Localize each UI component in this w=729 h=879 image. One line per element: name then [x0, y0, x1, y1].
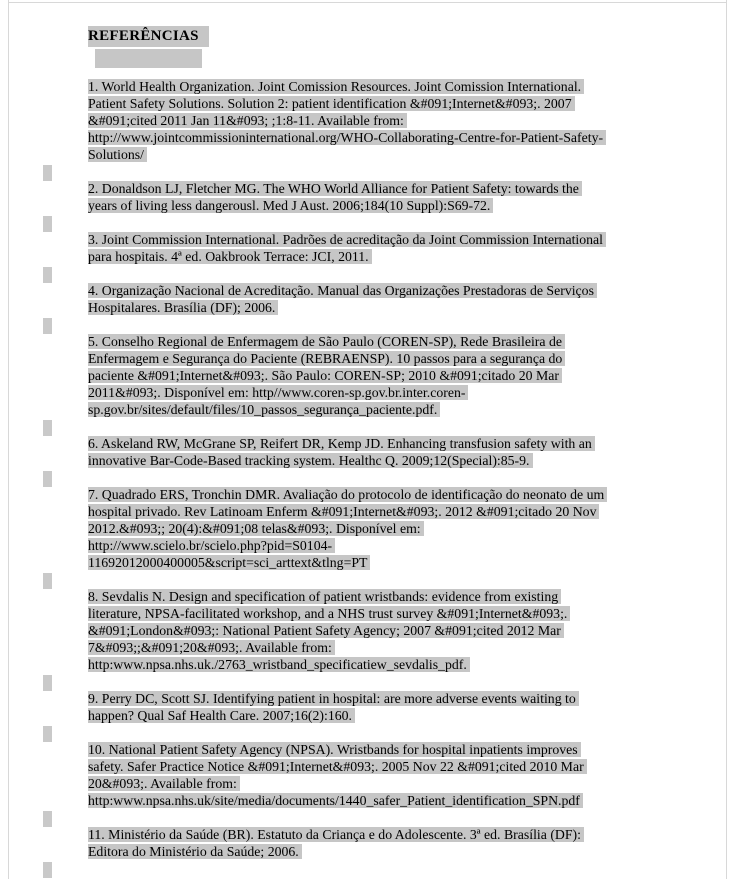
reference-line	[88, 435, 648, 452]
reference-item	[88, 826, 648, 860]
reference-line-text: 8. Sevdalis N. Design and specification of patient wristbands: evidence from existing	[88, 589, 561, 604]
revision-mark	[43, 267, 52, 283]
reference-line	[88, 758, 648, 775]
reference-line-text: 9. Perry DC, Scott SJ. Identifying patient in hospital: are more adverse events waiting to	[88, 691, 579, 706]
revision-mark	[43, 471, 52, 487]
reference-line	[88, 452, 648, 469]
reference-item	[88, 435, 648, 469]
reference-line-text: 1. World Health Organization. Joint Comission Resources. Joint Comission International.	[88, 79, 584, 94]
reference-line-text: safety. Safer Practice Notice &#091;Internet&#093;. 2005 Nov 22 &#091;cited 2010 Mar	[88, 759, 587, 774]
reference-line-text: happen? Qual Saf Health Care. 2007;16(2):160.	[88, 708, 355, 723]
reference-item	[88, 231, 648, 265]
reference-line-text: 2. Donaldson LJ, Fletcher MG. The WHO World Alliance for Patient Safety: towards the	[88, 181, 582, 196]
reference-line-text: 6. Askeland RW, McGrane SP, Reifert DR, Kemp JD. Enhancing transfusion safety with an	[88, 436, 595, 451]
revision-mark	[43, 420, 52, 436]
highlighted-blank-line	[95, 49, 202, 68]
reference-line-text: Hospitalares. Brasília (DF); 2006.	[88, 300, 278, 315]
reference-line-text: 7&#093;;&#091;20&#093;. Available from:	[88, 640, 335, 655]
revision-mark	[43, 165, 52, 181]
reference-line-text: 2011&#093;. Disponível em: http//www.coren-sp.gov.br.inter.coren-	[88, 385, 468, 400]
reference-line-text: innovative Bar-Code-Based tracking system. Healthc Q. 2009;12(Special):85-9.	[88, 453, 533, 468]
reference-line-text: years of living less dangerousl. Med J Aust. 2006;184(10 Suppl):S69-72.	[88, 198, 493, 213]
reference-line-text: 4. Organização Nacional de Acreditação. Manual das Organizações Prestadoras de Serviços	[88, 283, 597, 298]
reference-line	[88, 588, 648, 605]
reference-line	[88, 707, 648, 724]
reference-item	[88, 486, 648, 571]
reference-line-text: http://www.jointcommissioninternational.org/WHO-Collaborating-Centre-for-Patient-Safety-	[88, 130, 606, 145]
reference-line-text: http://www.scielo.br/scielo.php?pid=S0104-	[88, 538, 335, 553]
page-border-left	[8, 0, 9, 879]
reference-line	[88, 537, 648, 554]
reference-line	[88, 520, 648, 537]
reference-line	[88, 843, 648, 860]
reference-item	[88, 282, 648, 316]
reference-line	[88, 146, 648, 163]
reference-list	[88, 78, 648, 860]
reference-line-text: 3. Joint Commission International. Padrões de acreditação da Joint Commission International	[88, 232, 606, 247]
reference-item	[88, 78, 648, 163]
reference-line-text: http:www.npsa.nhs.uk./2763_wristband_specificatiew_sevdalis_pdf.	[88, 657, 470, 672]
reference-line	[88, 690, 648, 707]
reference-line	[88, 503, 648, 520]
reference-line-text: http:www.npsa.nhs.uk/site/media/documents/1440_safer_Patient_identification_SPN.pdf	[88, 793, 583, 808]
reference-line-text: paciente &#091;Internet&#093;. São Paulo: COREN-SP; 2010 &#091;citado 20 Mar	[88, 368, 562, 383]
reference-line-text: 7. Quadrado ERS, Tronchin DMR. Avaliação do protocolo de identificação do neonato de um	[88, 487, 607, 502]
reference-line-text: 10. National Patient Safety Agency (NPSA). Wristbands for hospital inpatients improves	[88, 742, 581, 757]
reference-line-text: 20&#093;. Available from:	[88, 776, 240, 791]
reference-line-text: 11. Ministério da Saúde (BR). Estatuto da Criança e do Adolescente. 3ª ed. Brasília (DF):	[88, 827, 584, 842]
reference-line	[88, 775, 648, 792]
reference-line	[88, 231, 648, 248]
page-border-top	[8, 2, 727, 3]
reference-item	[88, 588, 648, 673]
reference-line	[88, 622, 648, 639]
reference-line-text: literature, NPSA-facilitated workshop, and a NHS trust survey &#091;Internet&#093;.	[88, 606, 570, 621]
reference-line	[88, 112, 648, 129]
reference-line	[88, 605, 648, 622]
reference-line-text: sp.gov.br/sites/default/files/10_passos_segurança_paciente.pdf.	[88, 402, 440, 417]
reference-line-text: &#091;cited 2011 Jan 11&#093; ;1:8-11. Available from:	[88, 113, 407, 128]
reference-line-text: Solutions/	[88, 147, 147, 162]
reference-line	[88, 197, 648, 214]
reference-line	[88, 248, 648, 265]
reference-line	[88, 486, 648, 503]
reference-line-text: &#091;London&#093;: National Patient Safety Agency; 2007 &#091;cited 2012 Mar	[88, 623, 564, 638]
reference-line	[88, 95, 648, 112]
reference-line-text: para hospitais. 4ª ed. Oakbrook Terrace: JCI, 2011.	[88, 249, 372, 264]
page-border-right	[726, 0, 727, 879]
reference-line	[88, 333, 648, 350]
reference-line	[88, 639, 648, 656]
reference-line-text: 2012.&#093;; 20(4):&#091;08 telas&#093;. Disponível em:	[88, 521, 424, 536]
reference-line	[88, 129, 648, 146]
reference-line-text: 11692012000400005&script=sci_arttext&tlng=PT	[88, 555, 370, 570]
reference-line-text: hospital privado. Rev Latinoam Enferm &#091;Internet&#093;. 2012 &#091;citado 20 Nov	[88, 504, 599, 519]
reference-item	[88, 741, 648, 809]
revision-mark	[43, 318, 52, 334]
reference-line-text: Enfermagem e Segurança do Paciente (REBRAENSP). 10 passos para a segurança do	[88, 351, 565, 366]
reference-item	[88, 690, 648, 724]
reference-line	[88, 401, 648, 418]
reference-item	[88, 333, 648, 418]
reference-line	[88, 826, 648, 843]
revision-mark	[43, 811, 52, 827]
reference-line-text: Patient Safety Solutions. Solution 2: patient identification &#091;Internet&#093;. 2007	[88, 96, 575, 111]
reference-line	[88, 299, 648, 316]
reference-line	[88, 78, 648, 95]
reference-line	[88, 384, 648, 401]
revision-mark	[43, 573, 52, 589]
reference-line	[88, 656, 648, 673]
reference-line-text: Editora do Ministério da Saúde; 2006.	[88, 844, 302, 859]
reference-line	[88, 741, 648, 758]
reference-line	[88, 367, 648, 384]
reference-line	[88, 180, 648, 197]
revision-mark	[43, 216, 52, 232]
revision-mark	[43, 862, 52, 878]
references-section	[88, 26, 648, 877]
revision-mark	[43, 726, 52, 742]
section-heading-text: REFERÊNCIAS	[88, 26, 209, 47]
reference-line	[88, 792, 648, 809]
section-heading	[88, 26, 648, 47]
reference-line	[88, 282, 648, 299]
revision-mark	[43, 675, 52, 691]
reference-line	[88, 554, 648, 571]
reference-line	[88, 350, 648, 367]
reference-item	[88, 180, 648, 214]
reference-line-text: 5. Conselho Regional de Enfermagem de São Paulo (COREN-SP), Rede Brasileira de	[88, 334, 565, 349]
